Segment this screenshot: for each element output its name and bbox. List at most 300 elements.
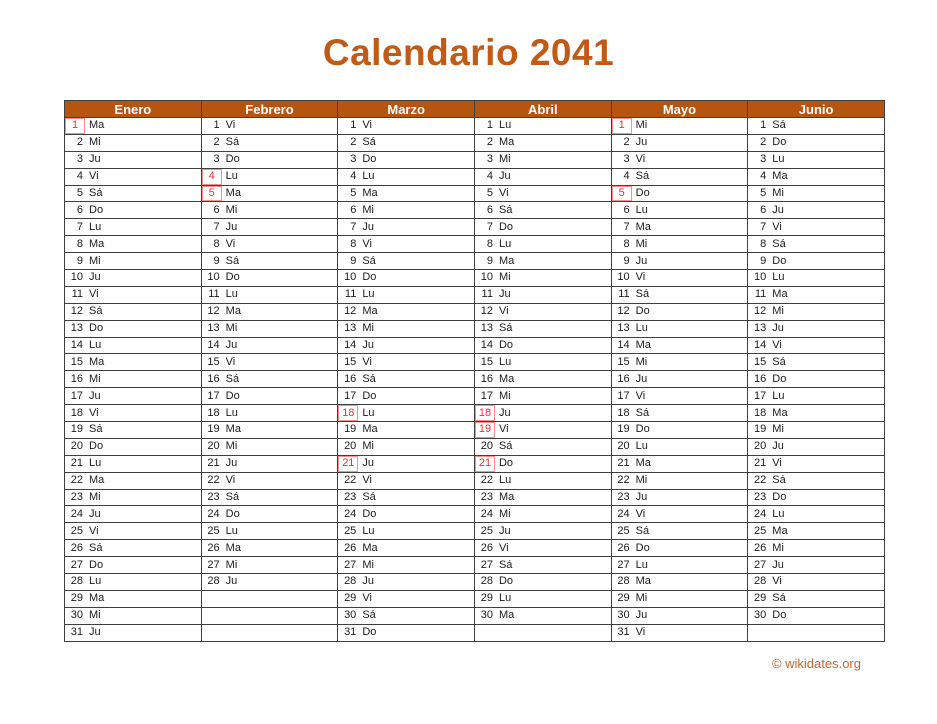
day-cell (748, 371, 885, 388)
day-number: 21 (207, 457, 220, 470)
day-number: 22 (754, 474, 767, 487)
day-cell (611, 151, 748, 168)
day-cell (201, 405, 338, 422)
day-cell (65, 422, 202, 439)
day-weekday: Vi (89, 288, 99, 301)
day-cell (748, 185, 885, 202)
month-header: Marzo (338, 101, 475, 118)
day-number: 25 (344, 524, 357, 537)
day-cell (748, 540, 885, 557)
day-weekday: Lu (635, 558, 648, 571)
day-cell (338, 590, 475, 607)
day-number: 14 (480, 339, 493, 352)
day-cell (611, 422, 748, 439)
day-cell (611, 438, 748, 455)
day-cell (748, 134, 885, 151)
day-number: 2 (350, 136, 357, 149)
calendar-row (65, 337, 885, 354)
day-weekday: Sá (635, 288, 650, 301)
day-number: 23 (617, 491, 630, 504)
day-weekday: Ju (362, 220, 374, 233)
day-cell (474, 286, 611, 303)
day-cell (474, 557, 611, 574)
day-weekday: Lu (362, 524, 375, 537)
calendar-row (65, 219, 885, 236)
day-number: 18 (207, 406, 220, 419)
day-number: 29 (70, 592, 83, 605)
day-cell (201, 236, 338, 253)
day-weekday: Ma (498, 609, 515, 622)
day-cell (474, 523, 611, 540)
day-cell (201, 438, 338, 455)
day-number: 22 (617, 474, 630, 487)
day-weekday: Mi (89, 136, 101, 149)
day-weekday: Ma (635, 220, 651, 233)
day-number: 14 (344, 339, 357, 352)
day-number: 11 (71, 288, 83, 301)
day-number: 17 (344, 389, 357, 402)
day-number: 7 (760, 220, 767, 233)
day-number: 3 (623, 153, 630, 166)
day-cell (748, 438, 885, 455)
day-weekday: Vi (772, 457, 782, 470)
day-weekday: Mi (89, 372, 101, 385)
day-number: 17 (617, 389, 630, 402)
day-weekday: Mi (772, 187, 784, 199)
day-cell (748, 303, 885, 320)
day-cell (201, 253, 338, 270)
day-cell (201, 489, 338, 506)
calendar-row (65, 118, 885, 135)
day-cell (611, 270, 748, 287)
calendar-body (65, 118, 885, 642)
day-cell (65, 236, 202, 253)
day-weekday: Mi (225, 558, 238, 571)
day-cell (201, 422, 338, 439)
day-cell (611, 168, 748, 185)
day-weekday: Do (772, 491, 787, 504)
day-number: 17 (480, 389, 493, 402)
day-number: 14 (754, 339, 767, 352)
day-number: 1 (213, 119, 220, 132)
day-weekday: Do (772, 372, 787, 385)
day-weekday: Mi (362, 440, 374, 453)
day-weekday: Sá (772, 592, 786, 605)
day-weekday: Lu (635, 440, 648, 453)
day-number: 2 (213, 136, 220, 149)
day-cell (65, 151, 202, 168)
day-cell (201, 574, 338, 591)
day-number: 28 (344, 575, 357, 588)
day-cell (201, 151, 338, 168)
day-weekday: Mi (772, 541, 784, 554)
day-weekday: Ju (225, 220, 238, 233)
day-number: 24 (480, 507, 493, 520)
day-weekday: Do (225, 271, 240, 284)
day-number: 18 (475, 405, 495, 421)
day-weekday: Ma (89, 119, 105, 132)
day-number: 16 (207, 372, 220, 385)
day-cell (748, 270, 885, 287)
day-number: 1 (350, 119, 357, 132)
day-number: 6 (486, 203, 493, 216)
day-number: 21 (617, 457, 630, 470)
day-cell (611, 118, 748, 135)
footer (64, 656, 885, 671)
day-weekday: Ma (362, 187, 378, 199)
day-number: 20 (754, 440, 767, 453)
day-number: 11 (754, 288, 767, 301)
day-cell (611, 523, 748, 540)
day-number: 31 (617, 626, 630, 639)
day-cell (474, 438, 611, 455)
day-weekday: Ma (89, 237, 105, 250)
day-weekday: Mi (225, 203, 238, 216)
day-number: 9 (760, 254, 767, 267)
day-number: 10 (480, 271, 493, 284)
day-cell (201, 202, 338, 219)
day-number: 7 (486, 220, 493, 233)
day-cell (65, 438, 202, 455)
day-weekday: Vi (362, 474, 372, 487)
day-cell (65, 168, 202, 185)
day-number: 2 (760, 136, 767, 149)
day-weekday: Vi (362, 592, 372, 605)
day-weekday: Ma (772, 406, 788, 419)
day-weekday: Ju (498, 288, 511, 301)
day-weekday: Mi (362, 203, 374, 216)
day-number: 8 (760, 237, 767, 250)
day-number: 7 (623, 220, 630, 233)
day-cell (748, 320, 885, 337)
day-weekday: Lu (635, 203, 648, 216)
day-number: 4 (486, 170, 493, 183)
day-number: 26 (207, 541, 220, 554)
day-cell (474, 354, 611, 371)
day-cell (338, 422, 475, 439)
day-number: 13 (617, 322, 630, 335)
day-weekday: Ju (635, 372, 648, 385)
day-weekday: Lu (772, 507, 785, 520)
day-number: 22 (480, 474, 493, 487)
calendar-row (65, 506, 885, 523)
day-number: 25 (207, 524, 220, 537)
day-weekday: Ju (225, 575, 238, 588)
day-cell (65, 489, 202, 506)
day-cell (338, 151, 475, 168)
day-cell (474, 405, 611, 422)
day-weekday: Ma (772, 288, 788, 301)
day-weekday: Lu (225, 524, 238, 537)
day-weekday: Mi (89, 609, 101, 622)
day-cell (338, 405, 475, 422)
day-number: 6 (76, 203, 83, 216)
day-weekday: Sá (89, 187, 103, 199)
day-cell (611, 557, 748, 574)
day-number: 30 (70, 609, 83, 622)
day-weekday: Lu (225, 288, 238, 301)
day-weekday: Lu (772, 153, 785, 166)
day-weekday: Ma (225, 423, 241, 436)
day-number: 11 (344, 288, 357, 301)
day-cell (748, 202, 885, 219)
day-cell (338, 118, 475, 135)
day-cell (65, 303, 202, 320)
calendar-row (65, 202, 885, 219)
day-number: 30 (480, 609, 493, 622)
day-number: 21 (754, 457, 767, 470)
day-weekday: Sá (498, 440, 513, 453)
day-weekday: Ju (498, 524, 511, 537)
empty-cell (748, 624, 885, 641)
day-weekday: Sá (225, 372, 240, 385)
calendar-row (65, 422, 885, 439)
day-weekday: Lu (498, 592, 512, 605)
day-cell (611, 607, 748, 624)
day-number: 17 (70, 389, 83, 402)
day-weekday: Lu (772, 389, 785, 402)
day-number: 9 (213, 254, 220, 267)
day-weekday: Ju (225, 339, 238, 352)
day-number: 5 (612, 186, 632, 202)
day-cell (748, 388, 885, 405)
day-number: 28 (480, 575, 493, 588)
day-number: 20 (70, 440, 83, 453)
day-number: 23 (344, 491, 357, 504)
day-cell (338, 134, 475, 151)
day-cell (338, 455, 475, 472)
day-number: 28 (70, 575, 83, 588)
day-weekday: Ju (225, 457, 238, 470)
day-cell (201, 506, 338, 523)
day-weekday: Sá (635, 406, 650, 419)
day-cell (611, 354, 748, 371)
day-number: 13 (480, 322, 493, 335)
day-cell (748, 523, 885, 540)
day-number: 24 (70, 507, 83, 520)
day-number: 26 (480, 541, 493, 554)
page-title: Calendario 2041 (322, 32, 615, 73)
day-number: 15 (480, 355, 493, 368)
day-number: 12 (344, 305, 357, 318)
calendar-table (64, 100, 885, 642)
day-weekday: Do (635, 187, 650, 199)
day-number: 7 (213, 220, 220, 233)
day-number: 9 (486, 254, 493, 267)
day-number: 20 (207, 440, 220, 453)
calendar-row (65, 438, 885, 455)
day-cell (748, 286, 885, 303)
day-weekday: Mi (89, 254, 101, 267)
day-weekday: Sá (89, 305, 103, 318)
copyright-link[interactable]: © wikidates.org (771, 655, 861, 671)
day-weekday: Mi (772, 423, 784, 436)
day-cell (474, 303, 611, 320)
day-weekday: Mi (635, 119, 648, 132)
day-cell (65, 472, 202, 489)
day-cell (474, 371, 611, 388)
day-cell (611, 540, 748, 557)
day-weekday: Sá (498, 203, 513, 216)
day-number: 23 (207, 491, 220, 504)
day-cell (338, 506, 475, 523)
day-cell (338, 320, 475, 337)
month-header: Junio (748, 101, 885, 118)
day-cell (611, 185, 748, 202)
day-cell (201, 185, 338, 202)
day-weekday: Do (225, 507, 240, 520)
empty-cell (201, 590, 338, 607)
day-weekday: Ma (498, 372, 515, 385)
day-cell (611, 320, 748, 337)
day-number: 13 (207, 322, 220, 335)
day-weekday: Sá (225, 254, 240, 267)
day-number: 15 (207, 355, 220, 368)
day-weekday: Vi (225, 355, 236, 368)
day-weekday: Mi (89, 491, 101, 504)
day-cell (748, 236, 885, 253)
day-weekday: Sá (635, 170, 650, 183)
day-cell (474, 236, 611, 253)
day-weekday: Do (635, 423, 650, 436)
day-number: 3 (486, 153, 493, 166)
day-weekday: Vi (635, 389, 646, 402)
calendar-row (65, 624, 885, 641)
day-number: 26 (617, 541, 630, 554)
calendar-row (65, 540, 885, 557)
day-weekday: Ma (498, 254, 515, 267)
day-weekday: Mi (635, 592, 648, 605)
day-cell (474, 590, 611, 607)
day-weekday: Mi (225, 440, 238, 453)
day-number: 1 (612, 118, 632, 134)
day-weekday: Vi (225, 119, 236, 132)
day-cell (611, 472, 748, 489)
day-weekday: Lu (225, 406, 238, 419)
day-weekday: Ju (498, 406, 511, 419)
day-cell (474, 337, 611, 354)
day-cell (474, 506, 611, 523)
day-number: 19 (207, 423, 220, 436)
day-number: 5 (202, 186, 222, 202)
day-number: 25 (754, 524, 767, 537)
day-cell (611, 202, 748, 219)
day-cell (474, 540, 611, 557)
calendar-row (65, 405, 885, 422)
calendar-row (65, 388, 885, 405)
day-weekday: Do (362, 153, 377, 166)
day-number: 16 (70, 372, 83, 385)
day-weekday: Ju (362, 457, 374, 470)
day-number: 4 (350, 170, 357, 183)
day-number: 4 (760, 170, 767, 183)
day-number: 1 (486, 119, 493, 132)
day-weekday: Vi (89, 524, 99, 537)
day-weekday: Lu (635, 322, 648, 335)
calendar-row (65, 523, 885, 540)
day-weekday: Mi (498, 271, 511, 284)
day-number: 20 (617, 440, 630, 453)
day-number: 27 (754, 558, 767, 571)
day-number: 1 (65, 118, 85, 134)
day-weekday: Mi (225, 322, 238, 335)
day-cell (748, 489, 885, 506)
day-cell (201, 286, 338, 303)
calendar-row (65, 253, 885, 270)
day-number: 9 (76, 254, 83, 267)
day-cell (65, 455, 202, 472)
day-weekday: Sá (362, 136, 376, 149)
day-cell (474, 168, 611, 185)
day-cell (338, 253, 475, 270)
day-weekday: Ma (635, 339, 651, 352)
day-weekday: Lu (362, 288, 375, 301)
day-weekday: Sá (772, 237, 786, 250)
day-number: 9 (623, 254, 630, 267)
day-cell (748, 168, 885, 185)
day-weekday: Do (498, 457, 514, 470)
day-cell (65, 388, 202, 405)
day-weekday: Lu (362, 406, 375, 419)
calendar-row (65, 270, 885, 287)
day-number: 12 (70, 305, 83, 318)
day-weekday: Do (635, 541, 650, 554)
day-cell (748, 253, 885, 270)
day-weekday: Ju (89, 389, 101, 402)
calendar-row (65, 557, 885, 574)
day-weekday: Ma (225, 541, 241, 554)
day-weekday: Mi (498, 507, 511, 520)
day-number: 27 (480, 558, 493, 571)
day-cell (748, 405, 885, 422)
day-weekday: Vi (635, 153, 646, 166)
day-cell (611, 371, 748, 388)
day-weekday: Do (498, 220, 514, 233)
day-number: 5 (486, 187, 493, 199)
day-number: 18 (70, 406, 83, 419)
day-weekday: Sá (498, 558, 513, 571)
day-number: 8 (350, 237, 357, 250)
day-weekday: Sá (498, 322, 513, 335)
day-number: 3 (213, 153, 220, 166)
day-cell (474, 455, 611, 472)
calendar-row (65, 151, 885, 168)
calendar-row (65, 607, 885, 624)
day-number: 21 (70, 457, 83, 470)
calendar-row (65, 286, 885, 303)
day-cell (65, 540, 202, 557)
day-weekday: Ju (635, 254, 648, 267)
day-number: 3 (350, 153, 357, 166)
day-number: 3 (76, 153, 83, 166)
day-number: 13 (754, 322, 767, 335)
day-weekday: Sá (772, 355, 786, 368)
day-cell (201, 303, 338, 320)
day-cell (201, 472, 338, 489)
day-weekday: Sá (89, 423, 103, 436)
day-number: 31 (344, 626, 357, 639)
day-cell (201, 320, 338, 337)
day-weekday: Ju (635, 491, 648, 504)
day-cell (65, 286, 202, 303)
day-number: 6 (623, 203, 630, 216)
day-cell (65, 118, 202, 135)
day-cell (474, 574, 611, 591)
day-weekday: Sá (225, 136, 240, 149)
day-weekday: Lu (362, 170, 375, 183)
day-weekday: Vi (89, 170, 99, 183)
day-weekday: Do (89, 558, 104, 571)
